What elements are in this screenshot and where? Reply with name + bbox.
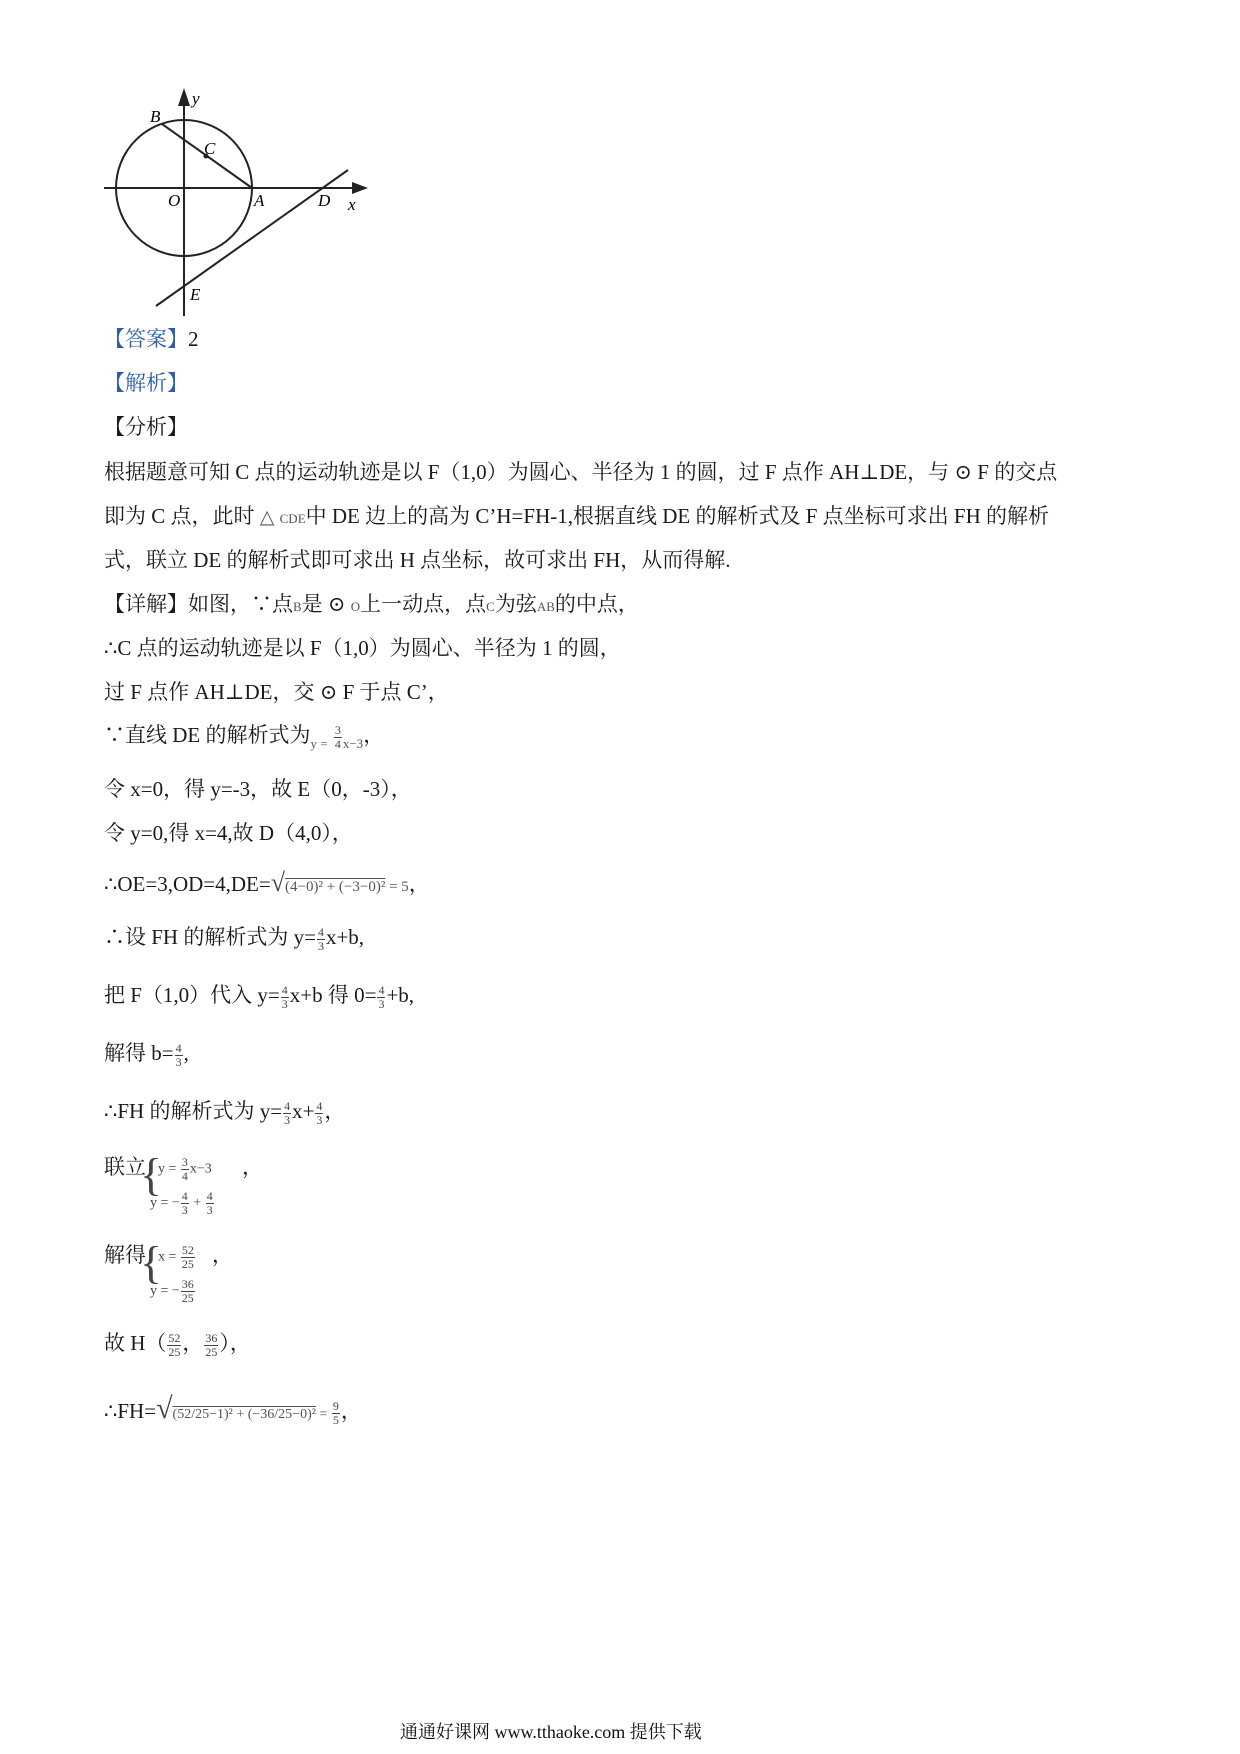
system-1-row-2: y = − $\frac{4}{3}$ + $\frac{4}{3}$: [150, 1189, 213, 1217]
y-axis-arrow: [178, 88, 190, 106]
detail-line-4: ∵直线 DE 的解析式为$_{y =}$ $\frac{3}{4}$ $_{x-3}$，: [104, 722, 385, 751]
label-a: A: [254, 191, 265, 210]
detail-line-3: 过 F 点作 AH⊥DE，交 ⊙ F 于点 C’，: [104, 680, 449, 704]
detail-line-5: 令 x=0，得 y=-3，故 E（0，-3），: [104, 777, 412, 801]
system-1-end: ，: [242, 1155, 263, 1179]
label-e: E: [190, 285, 201, 304]
brace-1: {: [140, 1149, 163, 1200]
geometry-figure: [100, 80, 400, 350]
fenxi-tag: 【分析】: [104, 415, 188, 439]
system-2-row-1: x = $\frac{52}{25}$: [158, 1243, 194, 1271]
detail-line-2: ∴C 点的运动轨迹是以 F（1,0）为圆心、半径为 1 的圆，: [104, 636, 621, 660]
brace-2: {: [140, 1237, 163, 1288]
detail-line-1: 【详解】如图，∵点B是 ⊙ O上一动点，点C为弦AB的中点，: [104, 592, 639, 616]
label-x: x: [348, 195, 356, 214]
label-o: O: [168, 191, 181, 210]
x-axis-arrow: [352, 182, 368, 194]
detail-line-13: 解得: [104, 1243, 146, 1267]
system-1-row-1: y = $\frac{3}{4}$ x−3: [158, 1155, 212, 1183]
detail-line-15: ∴FH=√(52/25−1)² + (−36/25−0)² = $\frac{9}{5}$ ，: [104, 1392, 362, 1427]
label-y: y: [192, 89, 200, 108]
detail-line-10: 解得 b= $\frac{4}{3}$ ,: [104, 1040, 189, 1069]
detail-line-12: 联立: [104, 1155, 146, 1179]
detail-line-7: ∴OE=3,OD=4,DE=√(4−0)² + (−3−0)² = 5，: [104, 868, 430, 897]
label-d: D: [318, 191, 331, 210]
answer-line: [104, 326, 199, 352]
system-2-row-2: y = − $\frac{36}{25}$: [150, 1277, 194, 1305]
label-b: B: [150, 107, 161, 126]
analysis-line-1: 根据题意可知 C 点的运动轨迹是以 F（1,0）为圆心、半径为 1 的圆，过 F 点作 AH⊥DE，与 ⊙ F 的交点: [104, 460, 1058, 484]
detail-line-14: 故 H（ $\frac{52}{25}$ ， $\frac{36}{25}$ ），: [104, 1330, 251, 1359]
jiexi-tag: 【解析】: [104, 371, 188, 395]
analysis-line-2: 即为 C 点，此时 △ CDE中 DE 边上的高为 C’H=FH-1,根据直线 DE 的解析式及 F 点坐标可求出 FH 的解析: [104, 504, 1049, 528]
answer-value: 2: [188, 327, 199, 351]
system-2-end: ，: [212, 1243, 233, 1267]
detail-line-6: 令 y=0,得 x=4,故 D（4,0），: [104, 821, 353, 845]
analysis-line-3: 式，联立 DE 的解析式即可求出 H 点坐标，故可求出 FH，从而得解.: [104, 548, 731, 572]
page-footer: 通通好课网 www.tthaoke.com 提供下载: [400, 1722, 702, 1742]
detail-line-11: ∴FH 的解析式为 y= $\frac{4}{3}$ x+ $\frac{4}{3}$ ，: [104, 1098, 346, 1127]
triangle-icon: △: [259, 507, 275, 528]
detail-line-9: 把 F（1,0）代入 y= $\frac{4}{3}$ x+b 得 0= $\frac{4}{3}$ +b,: [104, 982, 415, 1011]
answer-tag: 【答案】: [104, 327, 188, 351]
detail-line-8: ∴设 FH 的解析式为 y= $\frac{4}{3}$ x+b,: [104, 924, 365, 953]
label-c: C: [204, 139, 216, 158]
